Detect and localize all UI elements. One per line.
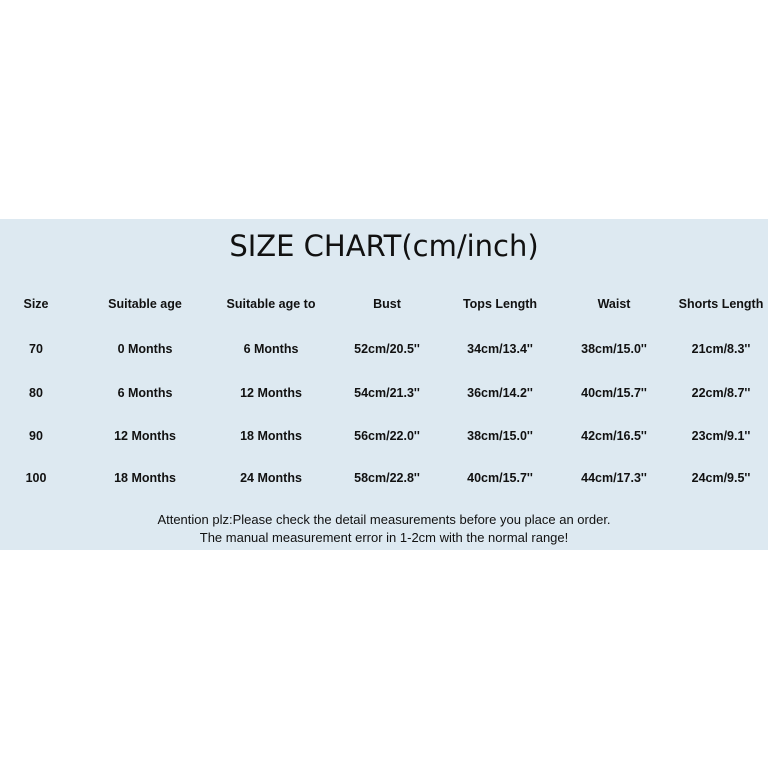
- header-shorts-length: Shorts Length: [678, 297, 764, 311]
- cell-bust: 52cm/20.5'': [354, 342, 420, 356]
- cell-shorts-length: 24cm/9.5'': [691, 471, 751, 485]
- cell-tops-length: 34cm/13.4'': [467, 342, 533, 356]
- cell-shorts-length: 21cm/8.3'': [691, 342, 751, 356]
- cell-shorts-length: 23cm/9.1'': [691, 429, 751, 443]
- cell-suitable-age: 6 Months: [117, 386, 173, 400]
- cell-suitable-age: 12 Months: [114, 429, 176, 443]
- cell-waist: 38cm/15.0'': [581, 342, 647, 356]
- cell-bust: 54cm/21.3'': [354, 386, 420, 400]
- size-chart-title: SIZE CHART(cm/inch): [229, 229, 539, 263]
- cell-waist: 42cm/16.5'': [581, 429, 647, 443]
- header-tops-length: Tops Length: [462, 297, 538, 311]
- cell-waist: 44cm/17.3'': [581, 471, 647, 485]
- cell-size: 80: [29, 386, 43, 400]
- cell-suitable-age: 18 Months: [114, 471, 176, 485]
- table-row: [0, 383, 768, 403]
- cell-suitable-age-to: 18 Months: [240, 429, 302, 443]
- cell-size: 100: [25, 471, 47, 485]
- cell-bust: 58cm/22.8'': [354, 471, 420, 485]
- table-row: [0, 468, 768, 488]
- cell-tops-length: 38cm/15.0'': [467, 429, 533, 443]
- header-suitable-age: Suitable age: [108, 297, 182, 311]
- cell-suitable-age-to: 12 Months: [240, 386, 302, 400]
- table-row: [0, 426, 768, 446]
- header-suitable-age-to: Suitable age to: [226, 297, 316, 311]
- attention-note: Attention plz:Please check the detail measurements before you place an order.: [157, 512, 611, 527]
- cell-tops-length: 36cm/14.2'': [467, 386, 533, 400]
- table-header-row: [0, 294, 768, 314]
- measurement-error-note: The manual measurement error in 1-2cm with the normal range!: [199, 530, 569, 545]
- cell-suitable-age: 0 Months: [117, 342, 173, 356]
- cell-bust: 56cm/22.0'': [354, 429, 420, 443]
- cell-suitable-age-to: 24 Months: [240, 471, 302, 485]
- cell-size: 70: [29, 342, 43, 356]
- cell-size: 90: [29, 429, 43, 443]
- header-waist: Waist: [597, 297, 631, 311]
- header-size: Size: [23, 297, 49, 311]
- cell-waist: 40cm/15.7'': [581, 386, 647, 400]
- cell-shorts-length: 22cm/8.7'': [691, 386, 751, 400]
- cell-tops-length: 40cm/15.7'': [467, 471, 533, 485]
- header-bust: Bust: [373, 297, 401, 311]
- table-row: [0, 339, 768, 359]
- cell-suitable-age-to: 6 Months: [243, 342, 299, 356]
